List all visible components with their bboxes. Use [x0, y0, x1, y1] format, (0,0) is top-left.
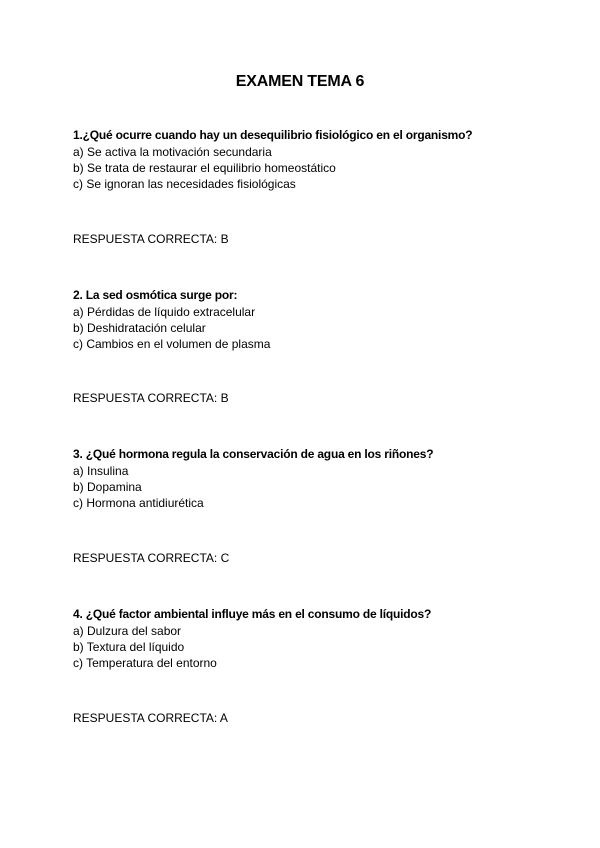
option-b: b) Textura del líquido — [73, 640, 185, 654]
question-text: 2. La sed osmótica surge por: — [73, 288, 238, 302]
correct-answer: RESPUESTA CORRECTA: A — [73, 711, 228, 725]
option-b: b) Deshidratación celular — [73, 321, 206, 335]
correct-answer: RESPUESTA CORRECTA: C — [73, 551, 230, 565]
correct-answer: RESPUESTA CORRECTA: B — [73, 232, 229, 246]
option-c: c) Se ignoran las necesidades fisiológicas — [73, 177, 296, 191]
option-b: b) Se trata de restaurar el equilibrio homeostático — [73, 161, 336, 175]
question-text: 1.¿Qué ocurre cuando hay un desequilibrio fisiológico en el organismo? — [73, 128, 473, 142]
question-block — [73, 447, 573, 511]
option-a: a) Dulzura del sabor — [73, 624, 182, 638]
question-block — [73, 607, 573, 671]
correct-answer: RESPUESTA CORRECTA: B — [73, 391, 229, 405]
option-c: c) Hormona antidiurética — [73, 496, 204, 510]
option-list — [73, 144, 573, 192]
option-b: b) Dopamina — [73, 480, 142, 494]
option-list — [73, 623, 573, 671]
question-block — [73, 128, 573, 192]
page-title: EXAMEN TEMA 6 — [235, 73, 365, 90]
option-c: c) Cambios en el volumen de plasma — [73, 337, 271, 351]
question-text: 4. ¿Qué factor ambiental influye más en el consumo de líquidos? — [73, 607, 432, 621]
option-a: a) Pérdidas de líquido extracelular — [73, 305, 256, 319]
option-list — [73, 463, 573, 511]
question-block — [73, 288, 573, 352]
option-a: a) Se activa la motivación secundaria — [73, 145, 272, 159]
option-list — [73, 304, 573, 352]
question-text: 3. ¿Qué hormona regula la conservación de agua en los riñones? — [73, 447, 434, 461]
option-a: a) Insulina — [73, 464, 129, 478]
option-c: c) Temperatura del entorno — [73, 656, 217, 670]
